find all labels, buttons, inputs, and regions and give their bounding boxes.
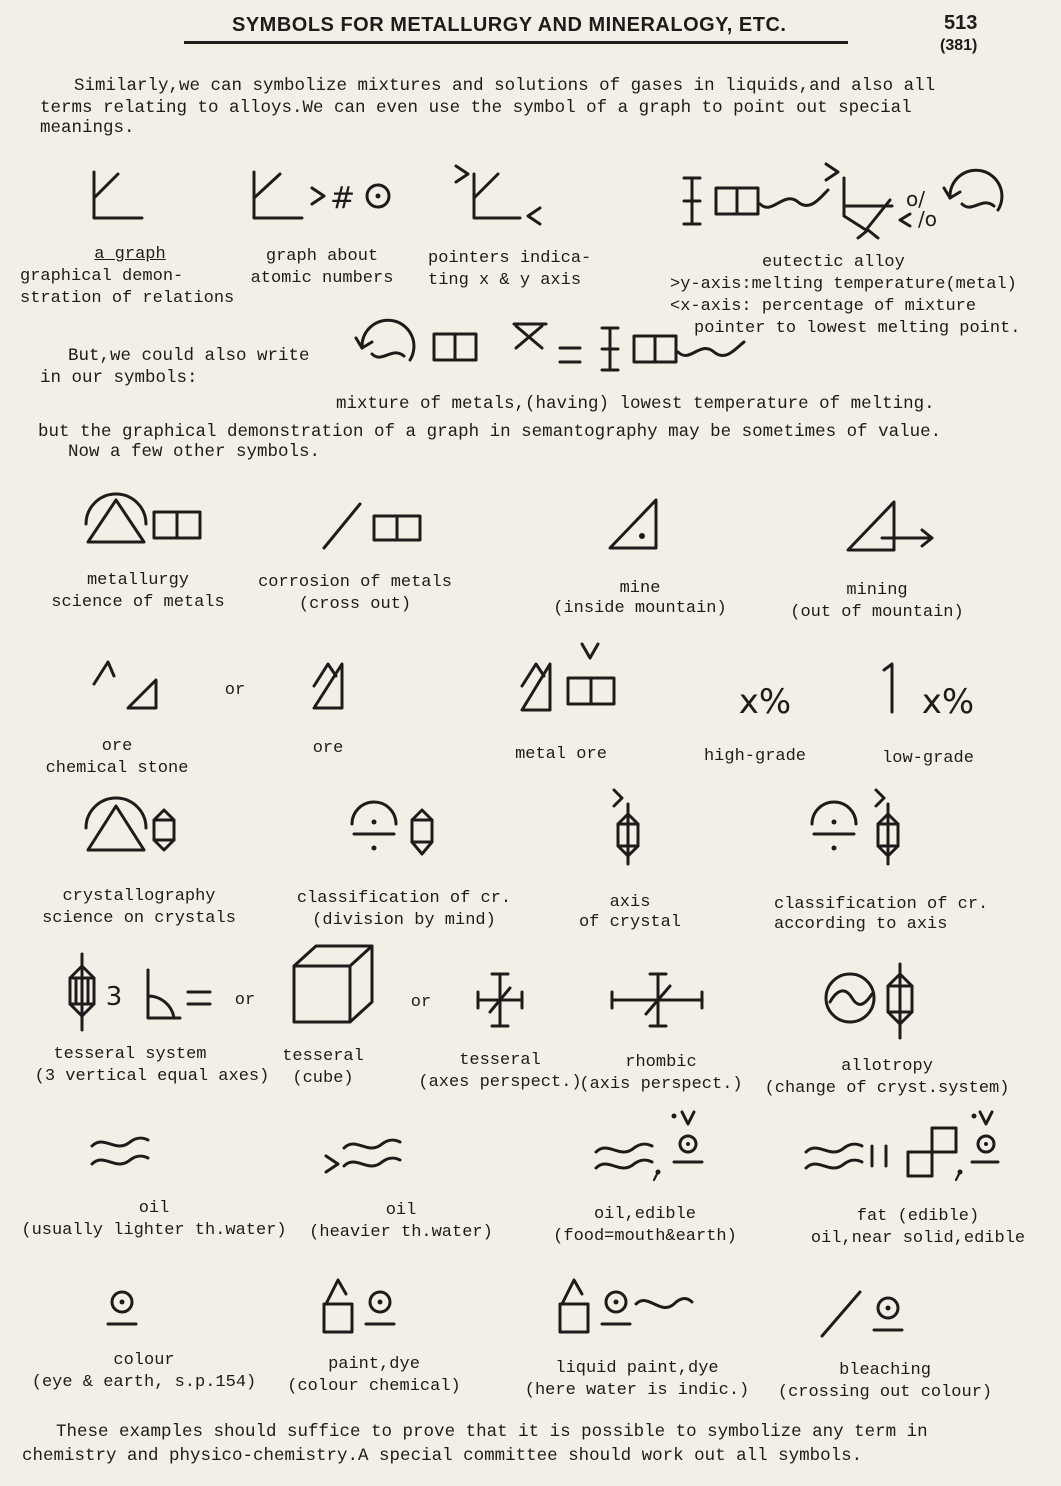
tesseral-cube-symbol <box>288 942 378 1028</box>
tesseral-axes-caption-1: tesseral <box>459 1051 541 1070</box>
graph-atomic-caption-1: graph about <box>265 247 379 266</box>
colour-caption-1: colour <box>113 1351 175 1370</box>
intro-line-2: terms relating to alloys.We can even use the symbol of a graph to point out special <box>40 98 912 118</box>
axis-caption-1: axis <box>609 893 651 912</box>
ore-caption-2: chemical stone <box>45 759 189 778</box>
page-header-title: SYMBOLS FOR METALLURGY AND MINERALOGY, ETC. <box>232 14 787 36</box>
intro-line-3: meanings. <box>40 118 135 138</box>
tesseral-system-caption-1: tesseral system <box>53 1045 207 1064</box>
ore-symbol <box>306 652 356 714</box>
allotropy-caption-2: (change of cryst.system) <box>764 1079 1010 1098</box>
classification-caption-1: classification of cr. <box>296 889 512 908</box>
ore-caption-1: ore <box>101 737 133 756</box>
tesseral-system-caption-2: (3 vertical equal axes) <box>34 1067 270 1086</box>
graph-pointers-caption-2: ting x & y axis <box>428 271 582 290</box>
mine-symbol <box>604 494 674 554</box>
or-label-2: or <box>234 991 256 1010</box>
oil-heavy-caption-2: (heavier th.water) <box>309 1223 493 1242</box>
classification-crystal-symbol <box>346 796 446 862</box>
tesseral-cube-caption-1: tesseral <box>282 1047 364 1066</box>
svg-text:o/: o/ <box>906 187 925 211</box>
metal-ore-caption: metal ore <box>515 745 607 764</box>
liquid-paint-caption-1: liquid paint,dye <box>555 1359 719 1378</box>
bleaching-symbol <box>816 1286 926 1342</box>
paint-caption-2: (colour chemical) <box>287 1377 461 1396</box>
mining-caption-2: (out of mountain) <box>790 603 964 622</box>
svg-text:#: # <box>330 181 356 216</box>
eutectic-caption-3: <x-axis: percentage of mixture <box>670 297 977 316</box>
eutectic-caption-4: pointer to lowest melting point. <box>694 319 1021 338</box>
axis-caption-2: of crystal <box>578 913 682 932</box>
oil-edible-symbol <box>590 1106 710 1182</box>
eutectic-caption-2: >y-axis:melting temperature(metal) <box>670 275 1017 294</box>
rhombic-caption-2: (axis perspect.) <box>579 1075 743 1094</box>
liquid-paint-caption-2: (here water is indic.) <box>524 1381 750 1400</box>
corrosion-symbol <box>318 496 458 552</box>
fat-edible-symbol <box>800 1106 1000 1182</box>
write-intro-2: in our symbols: <box>40 368 198 388</box>
tesseral-axes-caption-2: (axes perspect.) <box>418 1073 582 1092</box>
mining-symbol <box>842 496 952 556</box>
corrosion-caption-1: corrosion of metals <box>258 573 452 592</box>
eutectic-alloy-symbol <box>682 160 1022 246</box>
tesseral-axes-count: 3 <box>105 982 123 1012</box>
oil-light-caption-1: oil <box>138 1199 170 1218</box>
metal-ore-symbol <box>514 638 624 718</box>
crystallography-caption-1: crystallography <box>62 887 216 906</box>
tesseral-axes-symbol <box>474 970 528 1030</box>
semantography-line-2: Now a few other symbols. <box>68 442 321 462</box>
write-intro-1: But,we could also write <box>68 346 310 366</box>
graph-desc-2: stration of relations <box>20 289 235 308</box>
colour-caption-2: (eye & earth, s.p.154) <box>31 1373 257 1392</box>
classification-axis-caption-1: classification of cr. <box>774 895 989 914</box>
classification-axis-caption-2: according to axis <box>774 915 948 934</box>
fat-caption-2: oil,near solid,edible <box>810 1229 1026 1248</box>
closing-line-2: chemistry and physico-chemistry.A special committee should work out all symbols. <box>22 1446 863 1466</box>
classification-by-axis-symbol <box>806 786 916 866</box>
liquid-paint-symbol <box>554 1274 704 1338</box>
lowest-melting-mixture-symbol <box>354 314 774 384</box>
bleaching-caption-2: (crossing out colour) <box>777 1383 993 1402</box>
page-number: 513 <box>944 12 978 34</box>
graph-pointers-symbol <box>452 160 548 230</box>
colour-symbol <box>104 1284 144 1334</box>
classification-caption-2: (division by mind) <box>312 911 496 930</box>
paint-caption-1: paint,dye <box>328 1355 420 1374</box>
mine-caption-1: mine <box>619 579 661 598</box>
crystallography-symbol <box>80 794 190 860</box>
graph-label: a graph <box>94 245 166 264</box>
mining-caption-1: mining <box>846 581 908 600</box>
header-rule <box>184 41 848 44</box>
oil-light-symbol <box>86 1132 156 1172</box>
corrosion-caption-2: (cross out) <box>298 595 412 614</box>
fat-caption-1: fat (edible) <box>856 1207 980 1226</box>
crystal-axis-symbol <box>604 786 654 866</box>
closing-line-1: These examples should suffice to prove that it is possible to symbolize any term in <box>56 1422 928 1442</box>
crystallography-caption-2: science on crystals <box>42 909 236 928</box>
intro-line-1: Similarly,we can symbolize mixtures and solutions of gases in liquids,and also all <box>74 76 936 96</box>
paint-dye-symbol <box>318 1274 408 1338</box>
tesseral-system-symbol <box>60 950 220 1034</box>
graph-desc-1: graphical demon- <box>20 267 184 286</box>
metallurgy-caption-2: science of metals <box>51 593 225 612</box>
metallurgy-caption-1: metallurgy <box>86 571 190 590</box>
oil-light-caption-2: (usually lighter th.water) <box>21 1221 287 1240</box>
high-grade-symbol: x% <box>738 682 792 722</box>
graph-symbol <box>88 168 148 224</box>
metallurgy-symbol <box>80 494 240 556</box>
oil-heavy-caption-1: oil <box>385 1201 417 1220</box>
eutectic-caption-1: eutectic alloy <box>762 253 905 272</box>
rhombic-symbol <box>608 970 708 1030</box>
allotropy-caption-1: allotropy <box>841 1057 933 1076</box>
oil-edible-caption-2: (food=mouth&earth) <box>553 1227 737 1246</box>
mine-caption-2: (inside mountain) <box>553 599 727 618</box>
allotropy-symbol <box>822 958 922 1042</box>
rhombic-caption-1: rhombic <box>625 1053 697 1072</box>
ore-caption-3: ore <box>312 739 344 758</box>
oil-edible-caption-1: oil,edible <box>593 1205 697 1224</box>
alt-page-number: (381) <box>940 37 978 54</box>
or-label-3: or <box>410 993 432 1012</box>
write-caption: mixture of metals,(having) lowest temperature of melting. <box>336 394 935 414</box>
semantography-line-1: but the graphical demonstration of a graph in semantography may be sometimes of value. <box>38 422 942 442</box>
low-grade-symbol: x% <box>921 682 975 722</box>
oil-heavy-symbol <box>320 1132 410 1182</box>
tesseral-cube-caption-2: (cube) <box>292 1069 354 1088</box>
bleaching-caption-1: bleaching <box>839 1361 931 1380</box>
graph-atomic-caption-2: atomic numbers <box>250 269 394 288</box>
low-grade-caption: low-grade <box>882 749 974 768</box>
graph-pointers-caption-1: pointers indica- <box>428 249 592 268</box>
graph-atomic-symbol <box>246 168 396 224</box>
svg-text:/o: /o <box>918 207 937 231</box>
ore-chemical-stone-symbol <box>88 652 164 714</box>
or-label-1: or <box>224 681 246 700</box>
high-grade-caption: high-grade <box>703 747 807 766</box>
